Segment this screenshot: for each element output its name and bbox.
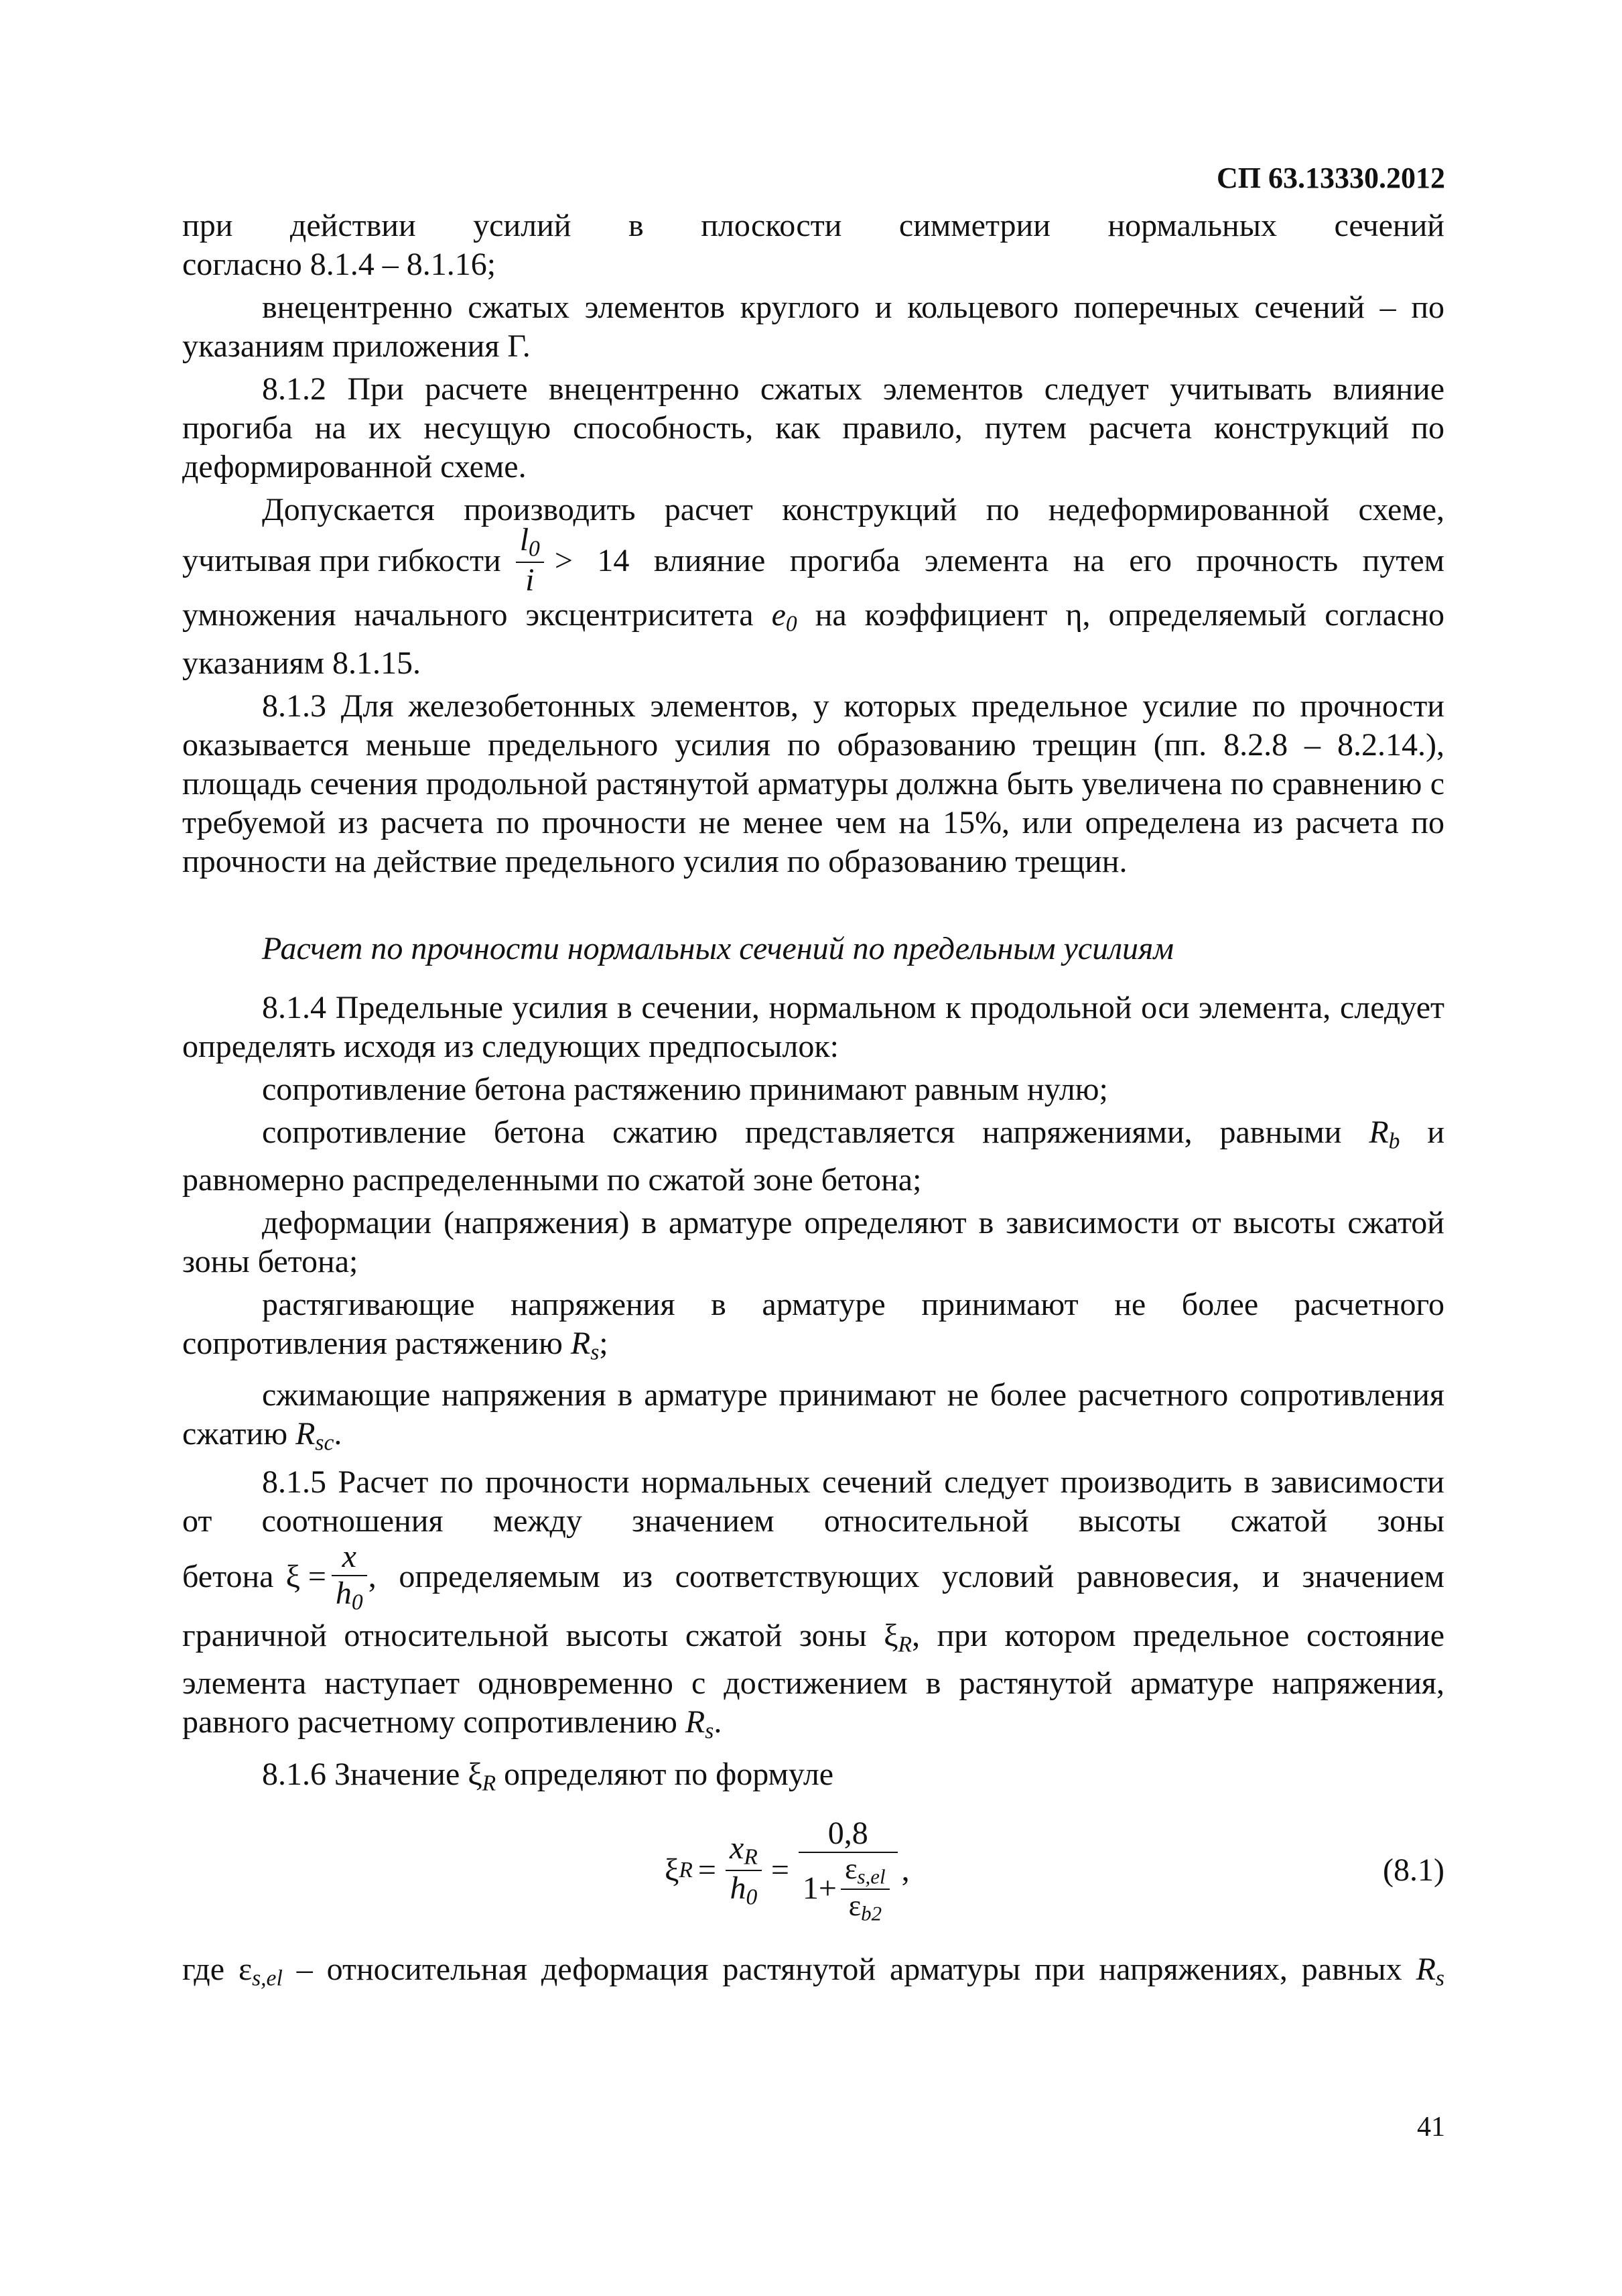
relative-height-fraction: $\frac{x}{h_0}$ bbox=[332, 1539, 367, 1615]
section-heading: Расчет по прочности нормальных сечений по предельным усилиям bbox=[262, 930, 1174, 966]
slenderness-fraction: $\frac{l_0}{i}$ bbox=[516, 523, 544, 598]
paragraph-8-1-3: 8.1.3 Для железобетонных элементов, у которых предельное усилие по прочности оказывается меньше предельного усилия по образованию трещин (пп. 8.2.8 – 8.2.14.), площадь сечения продольной растянутой арматуры должна быть увеличена по сравнению с требуемой из расчета по прочности не менее чем на 15%, или определена из расчета по прочности на действие предельного усилия по образованию трещин. bbox=[182, 688, 1444, 879]
fraction-eps: $\frac{\varepsilon_{s,el}}{\varepsilon_{b2}}$ bbox=[841, 1853, 890, 1925]
assumption-tension: сопротивление бетона растяжению принимают равным нулю; bbox=[262, 1071, 1108, 1107]
equation-number: (8.1) bbox=[1383, 1852, 1444, 1889]
assumption-tensile-stress: растягивающие напряжения в арматуре принимают не более расчетного сопротивления растяжению $R_s$; bbox=[182, 1286, 1444, 1365]
paragraph-boundary-height: граничной относительной высоты сжатой зоны $\xi_R$, при котором предельное состояние элемента наступает одновременно с достижением в растянутой арматуре напряжения, равного расчетному сопротивлению $R_s$. bbox=[182, 1617, 1445, 1744]
assumption-compressive-stress: сжимающие напряжения в арматуре принимают не более расчетного сопротивления сжатию $R_{sc}$. bbox=[182, 1377, 1444, 1456]
fraction-0-8: 0,8 1+ $\frac{\varepsilon_{s,el}}{\varepsilon_{b2}}$ bbox=[799, 1816, 898, 1925]
page-body bbox=[182, 206, 1444, 1998]
denominator: 1+ $\frac{\varepsilon_{s,el}}{\varepsilon_{b2}}$ bbox=[799, 1853, 898, 1925]
slenderness-line: учитывая при гибкости $\frac{l_0}{i}$ > 14 влияние прогиба элемента на его прочность путем bbox=[182, 522, 1444, 598]
paragraph-8-1-2: 8.1.2 При расчете внецентренно сжатых элементов следует учитывать влияние прогиба на их несущую способность, как правило, путем расчета конструкций по деформированной схеме. bbox=[182, 371, 1444, 485]
page-number: 41 bbox=[1417, 2112, 1445, 2143]
document-header: СП 63.13330.2012 bbox=[1217, 162, 1445, 194]
relative-height-line: бетона ξ = $\frac{x}{h_0}$ , определяемым из соответствующих условий равновесия, и значением bbox=[182, 1538, 1444, 1614]
formula-8-1 bbox=[182, 1816, 1444, 1925]
paragraph-continuation-end: согласно 8.1.4 – 8.1.16; bbox=[182, 247, 496, 282]
paragraph-circular-sections: внецентренно сжатых элементов круглого и кольцевого поперечных сечений – по указаниям приложения Г. bbox=[182, 290, 1444, 364]
assumption-deformation: деформации (напряжения) в арматуре определяют в зависимости от высоты сжатой зоны бетона; bbox=[182, 1204, 1444, 1279]
paragraph-eccentricity: умножения начального эксцентриситета $e_0$ на коэффициент η, определяемый согласно указаниям 8.1.15. bbox=[182, 597, 1445, 681]
fraction-xR-h0: $\frac{x_R}{h_0}$ bbox=[726, 1831, 762, 1911]
paragraph-8-1-5: 8.1.5 Расчет по прочности нормальных сечений следует производить в зависимости от соотношения между значением относительной высоты сжатой зоны bbox=[182, 1464, 1444, 1539]
assumption-compression: сопротивление бетона сжатию представляется напряжениями, равными $R_b$ и равномерно распределенными по сжатой зоне бетона; bbox=[182, 1114, 1445, 1198]
paragraph-undeformed-scheme: Допускается производить расчет конструкций по недеформированной схеме, bbox=[262, 492, 1444, 527]
paragraph-8-1-4: 8.1.4 Предельные усилия в сечении, нормальном к продольной оси элемента, следует определять исходя из следующих предпосылок: bbox=[182, 989, 1444, 1064]
paragraph-where: где $\varepsilon_{s,el}$ – относительная деформация растянутой арматуры при напряжениях, равных $R_s$ bbox=[182, 1952, 1444, 1991]
paragraph-continuation: при действии усилий в плоскости симметрии нормальных сечений bbox=[182, 208, 1444, 243]
paragraph-8-1-6: 8.1.6 Значение $\xi_R$ определяют по формуле bbox=[262, 1756, 834, 1796]
formula-body: ξ R = $\frac{x_R}{h_0}$ = 0,8 1+ $\frac{\varepsilon_{s,el}}{\varepsilon_{b2}}$ , bbox=[665, 1815, 910, 1925]
